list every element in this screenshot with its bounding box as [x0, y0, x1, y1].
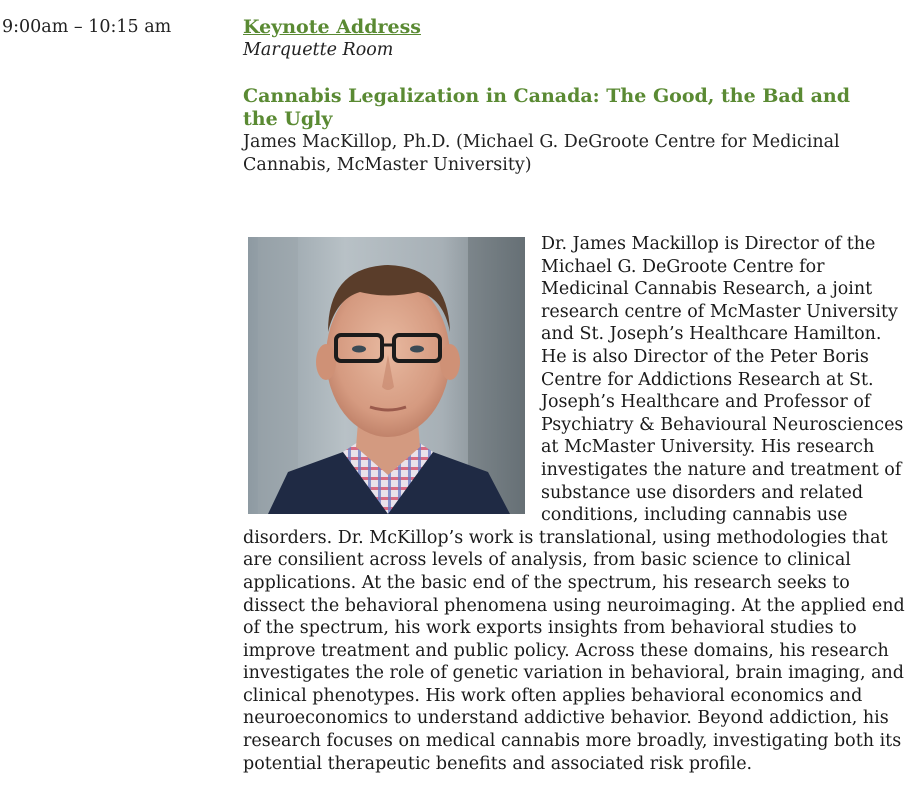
speaker-bio — [243, 233, 905, 775]
session-time: 9:00am – 10:15 am — [2, 17, 172, 37]
speaker-portrait — [248, 237, 525, 514]
speaker-bio-text: Dr. James Mackillop is Director of the Michael G. DeGroote Centre for Medicinal Cannabis Research, a joint research centre of McMaster University and St. Joseph’s Healthcare Hamilton. He is also Director of the Peter Boris Centre for Addictions Research at St. Joseph’s Healthcare and Professor of Psychiatry & Behavioural Neurosciences at McMaster University. His research investigates the nature and treatment of substance use disorders and related conditions, including cannabis use disorders. Dr. McKillop’s work is translational, using methodologies that are consilient across levels of analysis, from basic science to clinical applications. At the basic end of the spectrum, his research seeks to dissect the behavioral phenomena using neuroimaging. At the applied end of the spectrum, his work exports insights from behavioral studies to improve treatment and public policy. Across these domains, his research investigates the role of genetic variation in behavioral, brain imaging, and clinical phenotypes. His work often applies behavioral economics and neuroeconomics to understand addictive behavior. Beyond addiction, his research focuses on medical cannabis more broadly, investigating both its potential therapeutic benefits and associated risk profile. — [243, 234, 905, 774]
talk-title: Cannabis Legalization in Canada: The Good, the Bad and the Ugly — [243, 85, 851, 130]
session-details — [243, 16, 905, 775]
speaker-name: James MacKillop, Ph.D. (Michael G. DeGroote Centre for Medicinal Cannabis, McMaster University) — [243, 132, 840, 175]
session-title-link[interactable]: Keynote Address — [243, 16, 421, 38]
speaker-photo — [248, 237, 525, 514]
session-room: Marquette Room — [243, 40, 394, 60]
